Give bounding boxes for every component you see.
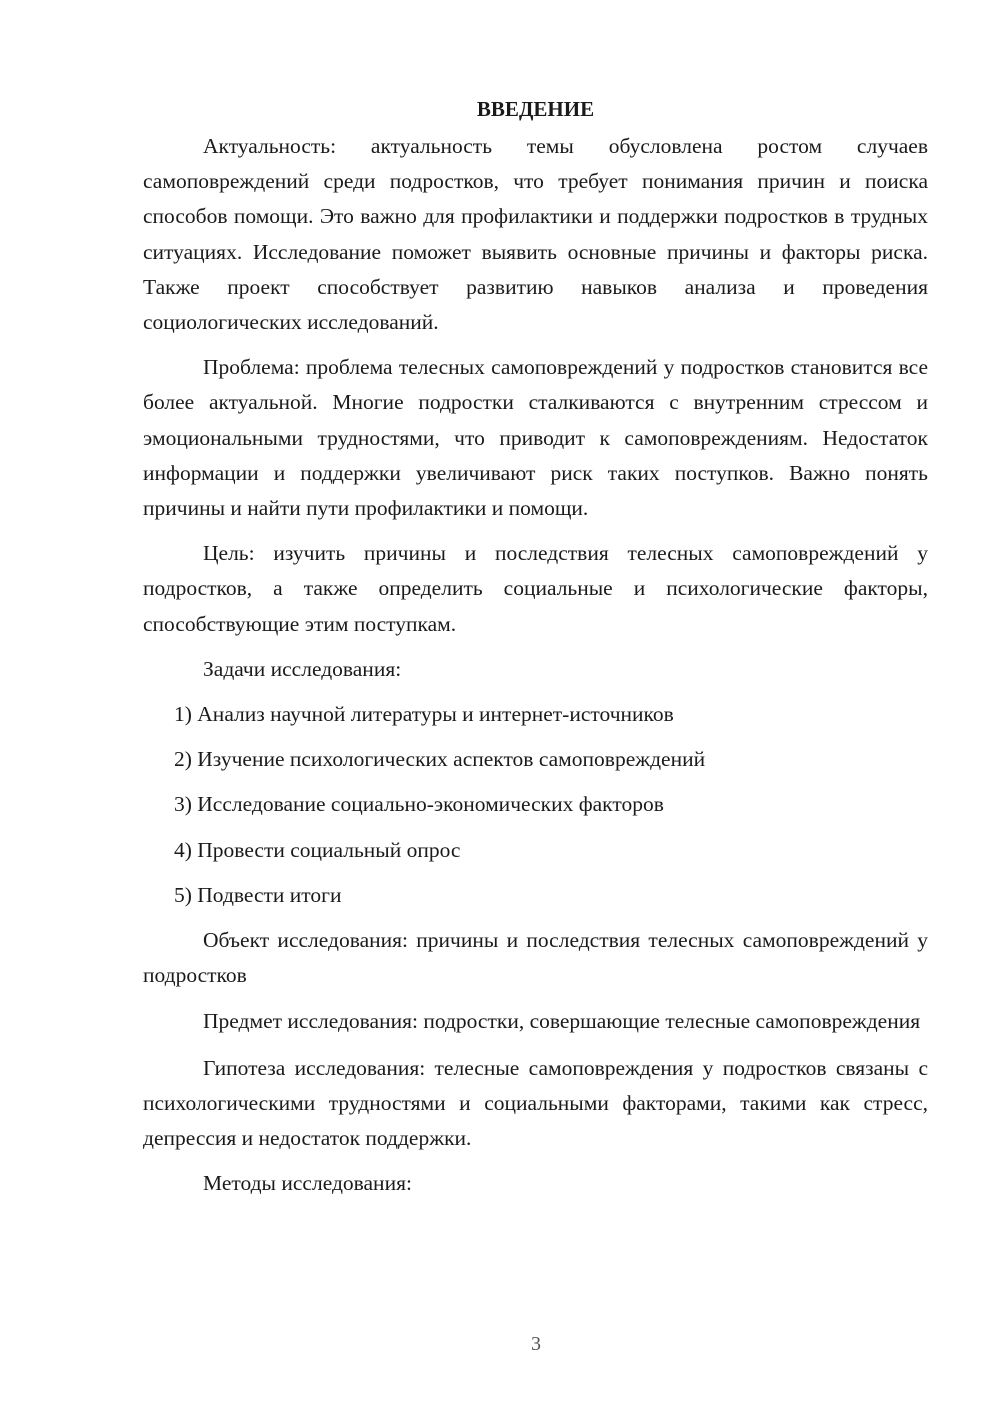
paragraph-goal: Цель: изучить причины и последствия телесных самоповреждений у подростков, а также определить социальные и психологические факторы, способствующие этим поступкам.	[143, 541, 928, 636]
list-item: 2) Изучение психологических аспектов самоповреждений	[174, 747, 706, 772]
task-list	[143, 697, 928, 913]
methods-heading: Методы исследования:	[203, 1171, 412, 1196]
paragraph-relevance: Актуальность: актуальность темы обусловлена ростом случаев самоповреждений среди подростков, что требует понимания причин и поиска способов помощи. Это важно для профилактики и поддержки подростков в трудных ситуациях. Исследование поможет выявить основные причины и факторы риска. Также проект способствует развитию навыков анализа и проведения социологических исследований.	[143, 134, 928, 335]
document-page	[143, 92, 928, 1211]
list-item: 4) Провести социальный опрос	[174, 837, 461, 862]
paragraph-subject: Предмет исследования: подростки, совершающие телесные самоповреждения	[203, 1009, 921, 1034]
page-number: 3	[531, 1333, 541, 1355]
paragraph-problem: Проблема: проблема телесных самоповреждений у подростков становится все более актуальной. Многие подростки сталкиваются с внутренним стрессом и эмоциональными трудностями, что приводит к самоповреждениям. Недостаток информации и поддержки увеличивают риск таких поступков. Важно понять причины и найти пути профилактики и помощи.	[143, 355, 928, 521]
paragraph-object: Объект исследования: причины и последствия телесных самоповреждений у подростков	[143, 928, 928, 988]
list-item: 3) Исследование социально-экономических факторов	[174, 792, 664, 817]
paragraph-hypothesis: Гипотеза исследования: телесные самоповреждения у подростков связаны с психологическими трудностями и социальными факторами, такими как стресс, депрессия и недостаток поддержки.	[143, 1055, 928, 1151]
tasks-heading: Задачи исследования:	[203, 656, 402, 681]
page-title: ВВЕДЕНИЕ	[476, 97, 595, 121]
list-item: 5) Подвести итоги	[174, 882, 342, 907]
list-item: 1) Анализ научной литературы и интернет-источников	[174, 702, 674, 727]
